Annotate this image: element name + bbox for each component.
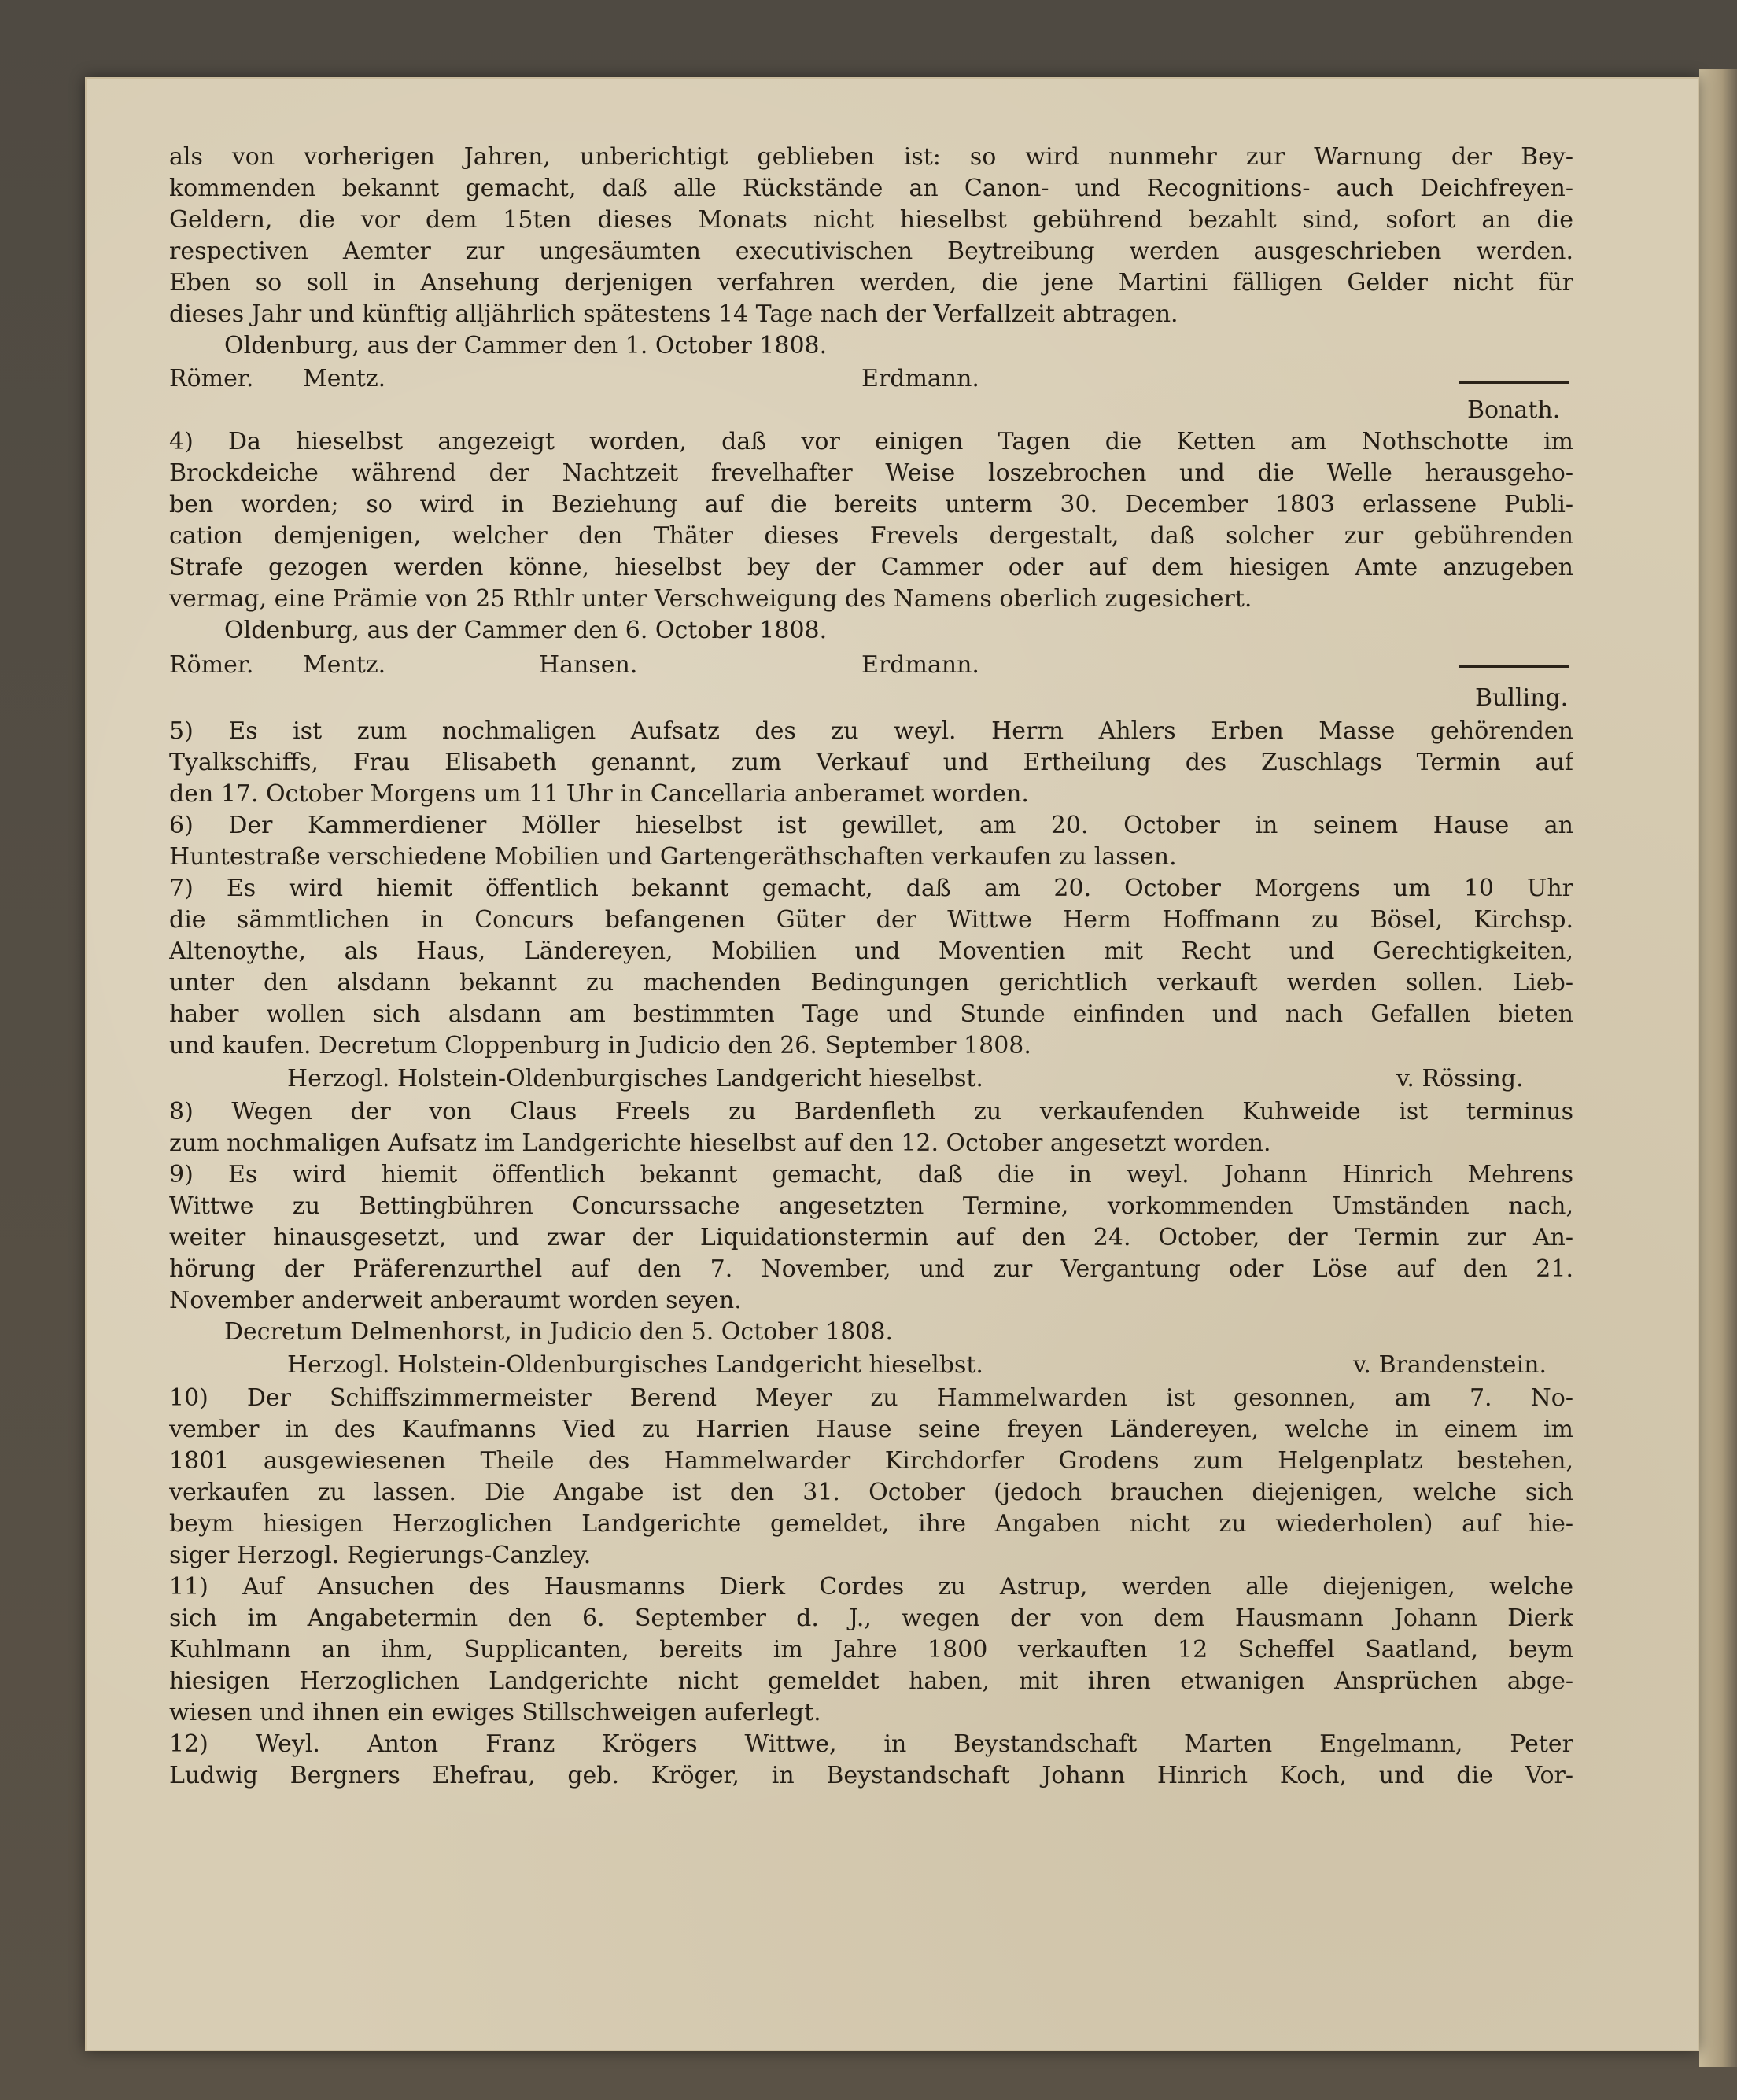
signature: Bulling. — [1475, 684, 1569, 712]
text-line: 10) Der Schiffszimmermeister Berend Meyer zu Hammelwarden ist gesonnen, am 7. No- — [169, 1384, 1573, 1412]
signature: Erdmann. — [861, 651, 979, 679]
text-line: dieses Jahr und künftig alljährlich spätestens 14 Tage nach der Verfallzeit abtragen. — [169, 300, 1178, 328]
text-line: 12) Weyl. Anton Franz Krögers Wittwe, in Beystandschaft Marten Engelmann, Peter — [169, 1730, 1573, 1758]
text-line: die sämmtlichen in Concurs befangenen Güter der Wittwe Herm Hoffmann zu Bösel, Kirchsp. — [169, 906, 1573, 934]
text-line: 8) Wegen der von Claus Freels zu Bardenfleth zu verkaufenden Kuhweide ist terminus — [169, 1098, 1573, 1126]
signature: Römer. — [169, 365, 254, 392]
text-line: Geldern, die vor dem 15ten dieses Monats nicht hieselbst gebührend bezahlt sind, sofort an die — [169, 206, 1573, 234]
text-line: cation demjenigen, welcher den Thäter dieses Frevels dergestalt, daß solcher zur gebührenden — [169, 522, 1573, 550]
text-line: verkaufen zu lassen. Die Angabe ist den 31. October (jedoch brauchen diejenigen, welche sich — [169, 1479, 1573, 1506]
text-line: 5) Es ist zum nochmaligen Aufsatz des zu weyl. Herrn Ahlers Erben Masse gehörenden — [169, 717, 1573, 745]
text-line: 1801 ausgewiesenen Theile des Hammelwarder Kirchdorfer Grodens zum Helgenplatz bestehen, — [169, 1447, 1573, 1475]
court-signature: Herzogl. Holstein-Oldenburgisches Landgericht hieselbst. — [287, 1351, 983, 1379]
text-line: vember in des Kaufmanns Vied zu Harrien Hause seine freyen Ländereyen, welche in einem im — [169, 1416, 1573, 1443]
signature: Erdmann. — [861, 365, 979, 392]
text-line: wiesen und ihnen ein ewiges Stillschweigen auferlegt. — [169, 1699, 821, 1726]
text-line: 4) Da hieselbst angezeigt worden, daß vor einigen Tagen die Ketten am Nothschotte im — [169, 428, 1573, 455]
text-line: und kaufen. Decretum Cloppenburg in Judicio den 26. September 1808. — [169, 1032, 1031, 1059]
signature: v. Brandenstein. — [1353, 1351, 1547, 1379]
text-line: 11) Auf Ansuchen des Hausmanns Dierk Cordes zu Astrup, werden alle diejenigen, welche — [169, 1573, 1573, 1601]
rule — [1459, 665, 1569, 668]
signature: Römer. — [169, 651, 254, 679]
text-line: Brockdeiche während der Nachtzeit frevelhafter Weise loszebrochen und die Welle herausgeho- — [169, 459, 1573, 487]
text-line: beym hiesigen Herzoglichen Landgerichte gemeldet, ihre Angaben nicht zu wiederholen) auf hie- — [169, 1510, 1573, 1538]
text-line: Altenoythe, als Haus, Ländereyen, Mobilien und Moventien mit Recht und Gerechtigkeiten, — [169, 938, 1573, 965]
signature: v. Rössing. — [1396, 1065, 1524, 1092]
text-line: sich im Angabetermin den 6. September d. J., wegen der von dem Hausmann Johann Dierk — [169, 1604, 1573, 1632]
text-line: ben worden; so wird in Beziehung auf die bereits unterm 30. December 1803 erlassene Publi- — [169, 491, 1573, 518]
text-line: Eben so soll in Ansehung derjenigen verfahren werden, die jene Martini fälligen Gelder nicht für — [169, 269, 1573, 297]
text-line: zum nochmaligen Aufsatz im Landgerichte hieselbst auf den 12. October angesetzt worden. — [169, 1129, 1271, 1157]
text-line: vermag, eine Prämie von 25 Rthlr unter Verschweigung des Namens oberlich zugesichert. — [169, 585, 1252, 613]
document-body — [169, 142, 1573, 1951]
text-line: haber wollen sich alsdann am bestimmten Tage und Stunde einfinden und nach Gefallen bieten — [169, 1000, 1573, 1028]
text-line: Huntestraße verschiedene Mobilien und Gartengeräthschaften verkaufen zu lassen. — [169, 843, 1177, 871]
text-line: Ludwig Bergners Ehefrau, geb. Kröger, in Beystandschaft Johann Hinrich Koch, und die Vor- — [169, 1762, 1573, 1789]
text-line: als von vorherigen Jahren, unberichtigt geblieben ist: so wird nunmehr zur Warnung der Bey- — [169, 143, 1573, 171]
text-line: weiter hinausgesetzt, und zwar der Liquidationstermin auf den 24. October, der Termin zur An- — [169, 1224, 1573, 1251]
rule — [1459, 381, 1569, 384]
text-line: hiesigen Herzoglichen Landgerichte nicht gemeldet haben, mit ihren etwanigen Ansprüchen abge- — [169, 1667, 1573, 1695]
text-line: kommenden bekannt gemacht, daß alle Rückstände an Canon- und Recognitions- auch Deichfreyen- — [169, 175, 1573, 202]
text-line: Kuhlmann an ihm, Supplicanten, bereits im Jahre 1800 verkauften 12 Scheffel Saatland, beym — [169, 1636, 1573, 1663]
page-edge — [1699, 69, 1737, 2067]
signature: Hansen. — [539, 651, 638, 679]
text-line: Tyalkschiffs, Frau Elisabeth genannt, zum Verkauf und Ertheilung des Zuschlags Termin auf — [169, 749, 1573, 776]
text-line: November anderweit anberaumt worden seyen. — [169, 1287, 742, 1314]
text-line: Strafe gezogen werden könne, hieselbst bey der Cammer oder auf dem hiesigen Amte anzugeben — [169, 554, 1573, 581]
text-line: 9) Es wird hiemit öffentlich bekannt gemacht, daß die in weyl. Johann Hinrich Mehrens — [169, 1161, 1573, 1188]
signature: Mentz. — [303, 365, 386, 392]
text-line: hörung der Präferenzurthel auf den 7. November, und zur Vergantung oder Löse auf den 21. — [169, 1255, 1573, 1283]
signature: Mentz. — [303, 651, 386, 679]
dateline: Oldenburg, aus der Cammer den 6. October 1808. — [224, 617, 828, 644]
text-line: 7) Es wird hiemit öffentlich bekannt gemacht, daß am 20. October Morgens um 10 Uhr — [169, 875, 1573, 902]
text-line: siger Herzogl. Regierungs-Canzley. — [169, 1542, 592, 1569]
dateline: Oldenburg, aus der Cammer den 1. October 1808. — [224, 332, 828, 359]
text-line: unter den alsdann bekannt zu machenden Bedingungen gerichtlich verkauft werden sollen. Lieb- — [169, 969, 1573, 997]
text-line: den 17. October Morgens um 11 Uhr in Cancellaria anberamet worden. — [169, 780, 1029, 808]
dateline: Decretum Delmenhorst, in Judicio den 5. October 1808. — [224, 1318, 894, 1346]
text-line: 6) Der Kammerdiener Möller hieselbst ist gewillet, am 20. October in seinem Hause an — [169, 812, 1573, 839]
signature: Bonath. — [1467, 396, 1561, 424]
court-signature: Herzogl. Holstein-Oldenburgisches Landgericht hieselbst. — [287, 1065, 983, 1092]
text-line: Wittwe zu Bettingbühren Concurssache angesetzten Termine, vorkommenden Umständen nach, — [169, 1192, 1573, 1220]
text-line: respectiven Aemter zur ungesäumten executivischen Beytreibung werden ausgeschrieben werden. — [169, 238, 1573, 265]
